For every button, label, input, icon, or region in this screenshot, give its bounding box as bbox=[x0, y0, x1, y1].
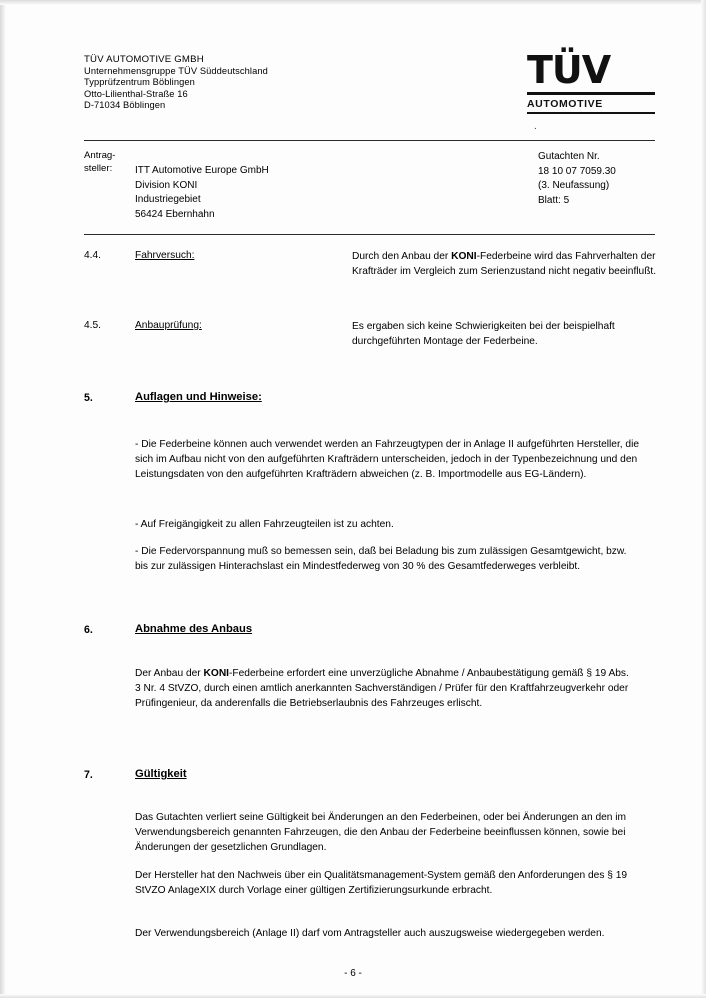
section-body-6: Der Anbau der KONI-Federbeine erfordert eine unverzügliche Abnahme / Anbaubestätigung gemäß § 19 Abs. 3 Nr. 4 StVZO, durch einen amtlich anerkannten Sachverständigen / Prüfer für den Kraftfahrzeugverkehr oder Prüfingenieur, da anderenfalls die Betriebserlaubnis des Fahrzeuges erlischt. bbox=[135, 668, 629, 709]
report-number: 18 10 07 7059.30 bbox=[538, 165, 616, 177]
section-heading-4-5: Anbauprüfung: bbox=[135, 320, 202, 331]
section-5-bullet-1: - Die Federbeine können auch verwendet werden an Fahrzeugtypen der in Anlage II aufgeführten Hersteller, die sich im Aufbau nicht von den aufgeführten Krafträdern unterscheiden, jedoch in der Typenbezeichnung und den Leistungsdaten von den aufgeführten Krafträdern abweichen (z. B. Importmodelle aus EG-Ländern). bbox=[135, 439, 640, 480]
logo-subtitle: AUTOMOTIVE bbox=[527, 98, 603, 110]
page-footer bbox=[0, 968, 706, 979]
page-number: - 6 - bbox=[344, 968, 362, 979]
section-7-paragraph-3: Der Verwendungsbereich (Anlage II) darf vom Antragsteller auch auszugsweise wiedergegeben werden. bbox=[135, 928, 605, 939]
stray-dot-mark: . bbox=[534, 121, 537, 132]
report-sheet: Blatt: 5 bbox=[538, 194, 570, 206]
applicant-label-line-1: Antrag- bbox=[84, 150, 116, 161]
letterhead-line-2: Unternehmensgruppe TÜV Süddeutschland bbox=[84, 65, 268, 76]
applicant-address bbox=[135, 164, 269, 222]
applicant-label bbox=[84, 149, 115, 175]
section-5-bullet-3: - Die Federvorspannung muß so bemessen sein, daß bei Beladung bis zum zulässigen Gesamtgewicht, bzw. bis zur zulässigen Hinterachslast ein Mindestfederweg von 30 % des Gesamtfederweges verbleibt. bbox=[135, 546, 627, 572]
tuv-wordmark: TÜV bbox=[527, 48, 611, 92]
report-revision: (3. Neufassung) bbox=[538, 180, 610, 192]
letterhead-line-4: Otto-Lilienthal-Straße 16 bbox=[84, 88, 188, 99]
scan-edge-top bbox=[0, 0, 706, 5]
scan-edge-right bbox=[701, 0, 706, 998]
scan-edge-bottom bbox=[0, 994, 706, 998]
scan-edge-left bbox=[0, 0, 6, 998]
header-divider-bottom bbox=[84, 234, 655, 235]
section-7-paragraph-2: Der Hersteller hat den Nachweis über ein Qualitätsmanagement-System gemäß den Anforderungen des § 19 StVZO AnlageXIX durch Vorlage einer gültigen Zertifizierungsurkunde erbracht. bbox=[135, 870, 628, 896]
letterhead-company: TÜV AUTOMOTIVE GMBH bbox=[84, 54, 204, 65]
report-title: Gutachten Nr. bbox=[538, 151, 600, 162]
section-heading-6: Abnahme des Anbaus bbox=[135, 623, 253, 635]
applicant-label-line-2: steller: bbox=[84, 163, 113, 174]
section-heading-4-4: Fahrversuch: bbox=[135, 250, 195, 261]
applicant-street: Industriegebiet bbox=[135, 194, 201, 206]
section-5-bullet-2: - Auf Freigängigkeit zu allen Fahrzeugteilen ist zu achten. bbox=[135, 519, 394, 530]
section-body-4-5: Es ergaben sich keine Schwierigkeiten bei der beispielhaft durchgeführten Montage der Federbeine. bbox=[352, 321, 615, 347]
logo-rule-lower bbox=[527, 112, 655, 114]
section-number-4-4: 4.4. bbox=[84, 250, 101, 261]
section-heading-5: Auflagen und Hinweise: bbox=[135, 391, 262, 403]
section-7-paragraph-1: Das Gutachten verliert seine Gültigkeit bei Änderungen an den Federbeinen, oder bei Änderungen an den im Verwendungsbereich genannten Fahrzeugen, die den Anbau der Federbeine beeinflussen können, sowie bei Änderungen der gesetzlichen Grundlagen. bbox=[135, 812, 627, 853]
letterhead bbox=[84, 54, 414, 112]
section-number-4-5: 4.5. bbox=[84, 320, 101, 331]
section-number-7: 7. bbox=[84, 769, 93, 781]
logo-rule-upper bbox=[527, 92, 655, 95]
section-heading-7: Gültigkeit bbox=[135, 768, 187, 780]
applicant-division: Division KONI bbox=[135, 179, 198, 191]
applicant-city: 56424 Ebernhahn bbox=[135, 208, 215, 220]
letterhead-line-3: Typprüfzentrum Böblingen bbox=[84, 77, 195, 88]
letterhead-line-5: D-71034 Böblingen bbox=[84, 100, 166, 111]
header-divider-top bbox=[84, 140, 655, 141]
applicant-name: ITT Automotive Europe GmbH bbox=[135, 165, 269, 176]
section-body-4-4: Durch den Anbau der KONI-Federbeine wird das Fahrverhalten der Krafträder im Vergleich zum Serienzustand nicht negativ beeinflußt. bbox=[352, 251, 657, 277]
tuv-logo bbox=[527, 50, 655, 114]
section-number-6: 6. bbox=[84, 624, 93, 636]
section-number-5: 5. bbox=[84, 392, 93, 404]
report-meta bbox=[538, 150, 616, 208]
